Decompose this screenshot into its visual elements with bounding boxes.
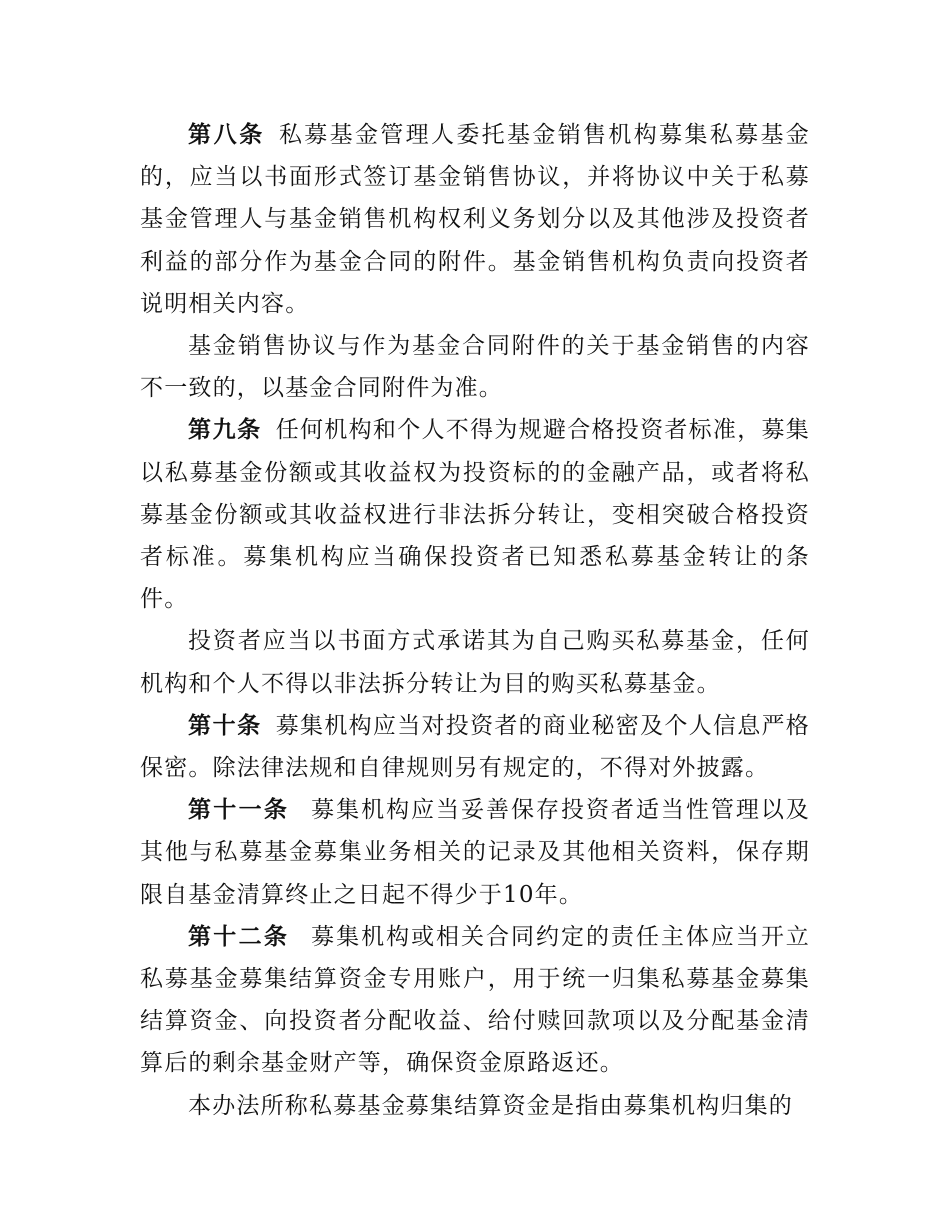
article-9-paragraph-2 xyxy=(140,620,810,704)
article-8-label: 第八条 xyxy=(188,122,265,148)
article-12-paragraph xyxy=(140,916,810,1085)
article-9-paragraph xyxy=(140,409,810,620)
article-11-paragraph xyxy=(140,789,810,916)
article-9-label: 第九条 xyxy=(188,417,262,444)
article-11-label: 第十一条 xyxy=(188,797,290,824)
article-8-text: 私募基金管理人委托基金销售机构募集私募基金的，应当以书面形式签订基金销售协议，并将协议中关于私募基金管理人与基金销售机构权利义务划分以及其他涉及投资者利益的部分作为基金合同的附件。基金销售机构负责向投资者说明相关内容。 xyxy=(140,122,811,317)
article-10-paragraph xyxy=(140,705,810,789)
article-8-text-2: 基金销售协议与作为基金合同附件的关于基金销售的内容不一致的，以基金合同附件为准。 xyxy=(140,333,810,402)
article-10-text: 募集机构应当对投资者的商业秘密及个人信息严格保密。除法律法规和自律规则另有规定的，不得对外披露。 xyxy=(140,712,810,782)
article-12-text: 募集机构或相关合同约定的责任主体应当开立私募基金募集结算资金专用账户，用于统一归集私募基金募集结算资金、向投资者分配收益、给付赎回款项以及分配基金清算后的剩余基金财产等，确保资金原路返还。 xyxy=(140,923,811,1077)
article-11-text: 募集机构应当妥善保存投资者适当性管理以及其他与私募基金募集业务相关的记录及其他相关资料，保存期限自基金清算终止之日起不得少于10年。 xyxy=(140,797,811,908)
article-8-paragraph-2 xyxy=(140,325,810,409)
article-12-label: 第十二条 xyxy=(188,923,290,950)
article-9-text-2: 投资者应当以书面方式承诺其为自己购买私募基金，任何机构和个人不得以非法拆分转让为目的购买私募基金。 xyxy=(140,628,810,697)
article-12-paragraph-2 xyxy=(140,1085,810,1127)
article-9-text: 任何机构和个人不得为规避合格投资者标准，募集以私募基金份额或其收益权为投资标的的金融产品，或者将私募基金份额或其收益权进行非法拆分转让，变相突破合格投资者标准。募集机构应当确保投资者已知悉私募基金转让的条件。 xyxy=(140,417,810,613)
article-12-text-2: 本办法所称私募基金募集结算资金是指由募集机构归集的 xyxy=(188,1092,793,1119)
document-body xyxy=(140,114,810,1127)
article-8-paragraph xyxy=(140,114,810,325)
article-10-label: 第十条 xyxy=(188,712,262,739)
